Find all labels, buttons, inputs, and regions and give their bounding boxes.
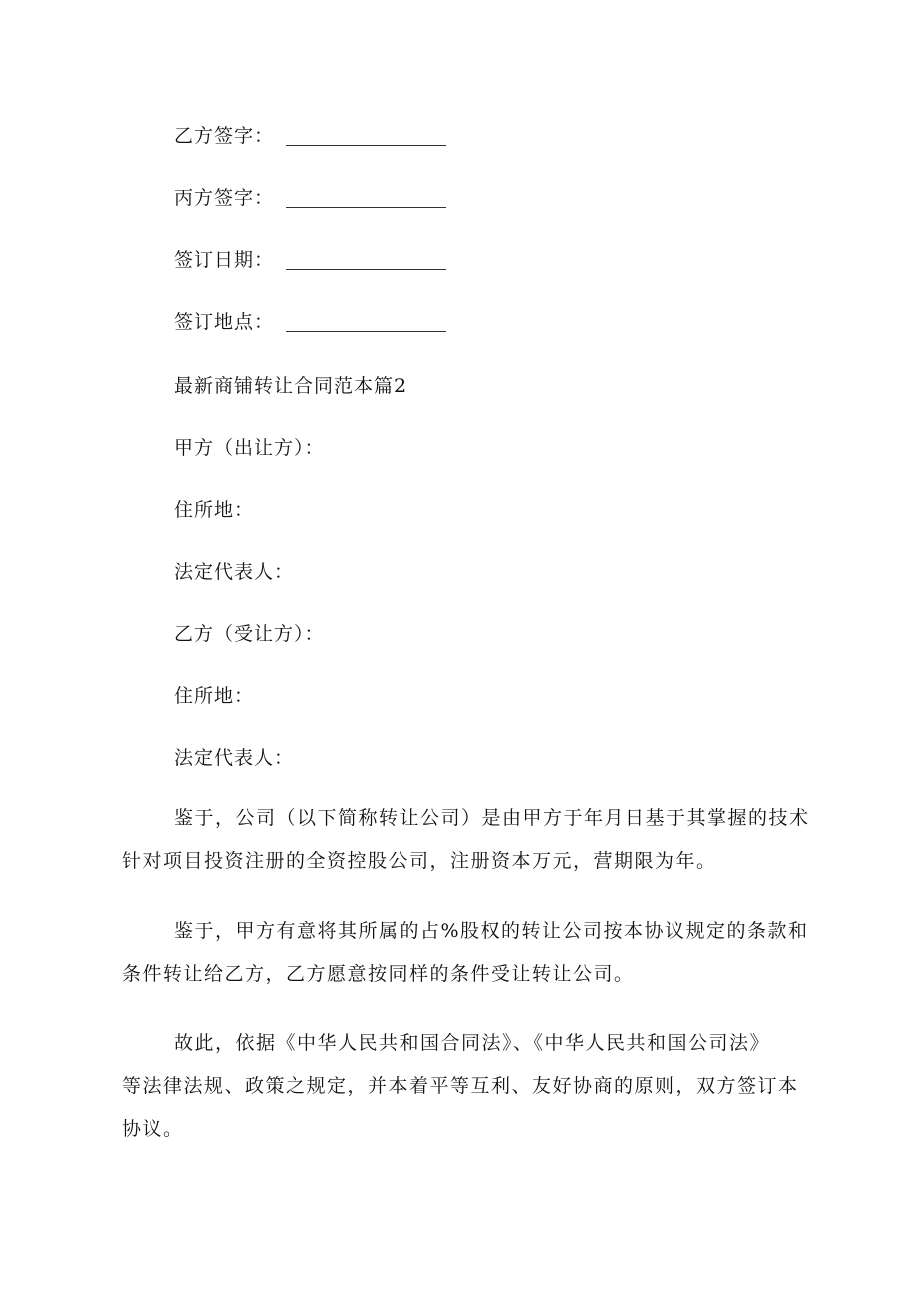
paragraph-line: 协议。 (122, 1118, 184, 1140)
signature-row-date (174, 248, 446, 272)
party-a-representative: 法定代表人： (174, 561, 295, 583)
paragraph-line: 鉴于，甲方有意将其所属的占%股权的转让公司按本协议规定的条款和 (174, 920, 809, 942)
signature-label: 乙方签字： (174, 125, 275, 147)
signature-blank (286, 330, 446, 332)
section-title: 最新商铺转让合同范本篇2 (174, 375, 408, 397)
signature-row-party-c (174, 186, 446, 210)
signature-blank (286, 206, 446, 208)
signature-label: 签订地点： (174, 311, 275, 333)
signature-label: 丙方签字： (174, 187, 275, 209)
party-b-address: 住所地： (174, 685, 255, 707)
paragraph-whereas-1 (122, 797, 810, 883)
signature-label: 签订日期： (174, 249, 275, 271)
paragraph-line: 鉴于，公司（以下简称转让公司）是由甲方于年月日基于其掌握的技术 (174, 807, 810, 829)
party-a-label: 甲方（出让方）： (174, 437, 325, 459)
party-b-label: 乙方（受让方）： (174, 623, 325, 645)
paragraph-line: 故此，依据《中华人民共和国合同法》、《中华人民共和国公司法》 (174, 1032, 771, 1054)
signature-row-party-b (174, 124, 446, 148)
paragraph-line: 针对项目投资注册的全资控股公司，注册资本万元，营期限为年。 (122, 850, 717, 872)
party-b-representative: 法定代表人： (174, 747, 295, 769)
signature-blank (286, 144, 446, 146)
signature-row-place (174, 310, 446, 334)
paragraph-whereas-2 (122, 910, 809, 996)
signature-blank (286, 268, 446, 270)
paragraph-line: 条件转让给乙方，乙方愿意按同样的条件受让转让公司。 (122, 963, 635, 985)
paragraph-line: 等法律法规、政策之规定，并本着平等互利、友好协商的原则，双方签订本 (122, 1075, 799, 1097)
party-a-address: 住所地： (174, 499, 255, 521)
paragraph-therefore (122, 1022, 799, 1151)
